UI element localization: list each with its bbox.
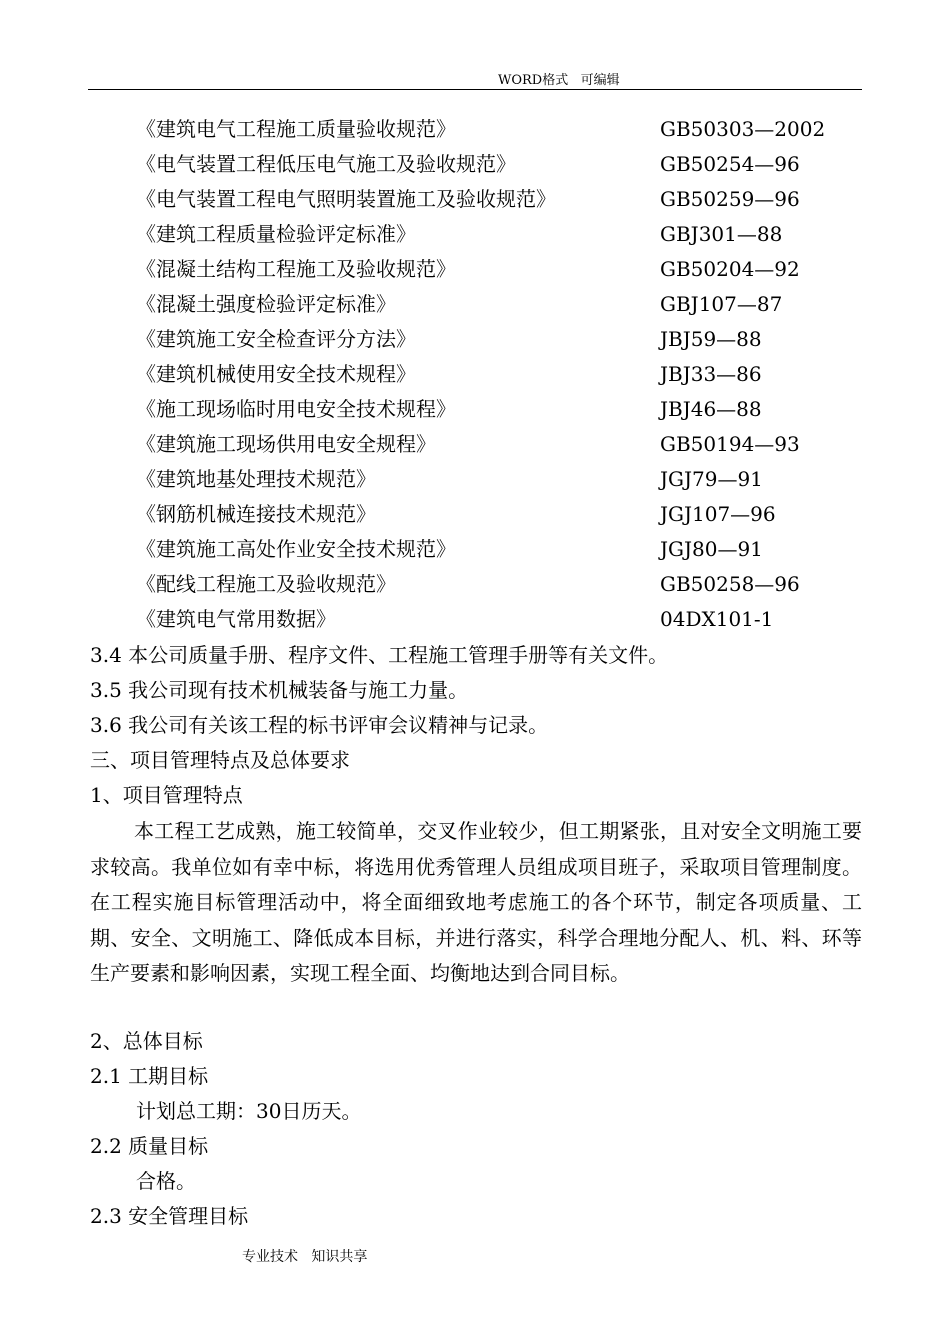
goal-heading: 2.2 质量目标 xyxy=(90,1134,209,1158)
standard-row xyxy=(0,567,950,602)
item-3-4: 3.4 本公司质量手册、程序文件、工程施工管理手册等有关文件。 xyxy=(90,643,669,667)
standard-row xyxy=(0,322,950,357)
standard-code: GB50258—96 xyxy=(660,572,800,596)
standard-name: 《建筑工程质量检验评定标准》 xyxy=(136,222,416,246)
goal-text: 合格。 xyxy=(136,1169,196,1193)
item-3-5: 3.5 我公司现有技术机械装备与施工力量。 xyxy=(90,678,469,702)
item-3-6: 3.6 我公司有关该工程的标书评审会议精神与记录。 xyxy=(90,713,549,737)
standard-name: 《混凝土结构工程施工及验收规范》 xyxy=(136,257,456,281)
standard-row xyxy=(0,287,950,322)
goal-text: 计划总工期：30日历天。 xyxy=(136,1099,362,1123)
standard-code: JGJ80—91 xyxy=(660,537,763,561)
standard-code: JBJ59—88 xyxy=(660,327,762,351)
standard-name: 《配线工程施工及验收规范》 xyxy=(136,572,396,596)
standard-row xyxy=(0,462,950,497)
standard-name: 《建筑地基处理技术规范》 xyxy=(136,467,376,491)
standard-row xyxy=(0,602,950,637)
page-header: WORD格式 可编辑 xyxy=(498,73,620,88)
standard-name: 《建筑施工现场供用电安全规程》 xyxy=(136,432,436,456)
page-footer: 专业技术 知识共享 xyxy=(242,1249,368,1265)
standard-name: 《混凝土强度检验评定标准》 xyxy=(136,292,396,316)
subsection-heading: 2、总体目标 xyxy=(90,1029,203,1053)
standard-code: 04DX101-1 xyxy=(660,607,774,631)
standard-row xyxy=(0,357,950,392)
standard-code: JBJ46—88 xyxy=(660,397,762,421)
section-heading: 三、项目管理特点及总体要求 xyxy=(90,748,350,772)
standard-code: JGJ79—91 xyxy=(660,467,763,491)
standard-name: 《电气装置工程电气照明装置施工及验收规范》 xyxy=(136,187,556,211)
standard-name: 《施工现场临时用电安全技术规程》 xyxy=(136,397,456,421)
standard-name: 《建筑施工安全检查评分方法》 xyxy=(136,327,416,351)
standard-name: 《钢筋机械连接技术规范》 xyxy=(136,502,376,526)
standard-code: JBJ33—86 xyxy=(660,362,762,386)
standard-row xyxy=(0,427,950,462)
standard-row xyxy=(0,497,950,532)
subsection-heading: 1、项目管理特点 xyxy=(90,783,243,807)
standard-name: 《建筑机械使用安全技术规程》 xyxy=(136,362,416,386)
standard-name: 《建筑施工高处作业安全技术规范》 xyxy=(136,537,456,561)
standard-row xyxy=(0,392,950,427)
goal-heading: 2.3 安全管理目标 xyxy=(90,1204,249,1228)
standard-row xyxy=(0,147,950,182)
body-paragraph: 本工程工艺成熟，施工较简单，交叉作业较少，但工期紧张，且对安全文明施工要求较高。我单位如有幸中标，将选用优秀管理人员组成项目班子，采取项目管理制度。在工程实施目标管理活动中，将全面细致地考虑施工的各个环节，制定各项质量、工期、安全、文明施工、降低成本目标，并进行落实，科学合理地分配人、机、料、环等生产要素和影响因素，实现工程全面、均衡地达到合同目标。 xyxy=(90,819,862,985)
standard-name: 《电气装置工程低压电气施工及验收规范》 xyxy=(136,152,516,176)
goal-heading: 2.1 工期目标 xyxy=(90,1064,209,1088)
standard-row xyxy=(0,532,950,567)
header-rule xyxy=(88,89,862,90)
standard-code: GB50259—96 xyxy=(660,187,800,211)
standard-row xyxy=(0,252,950,287)
standard-code: GBJ301—88 xyxy=(660,222,783,246)
standard-code: GB50303—2002 xyxy=(660,117,826,141)
standard-code: JGJ107—96 xyxy=(660,502,776,526)
standard-code: GBJ107—87 xyxy=(660,292,783,316)
standard-name: 《建筑电气常用数据》 xyxy=(136,607,336,631)
standard-row xyxy=(0,217,950,252)
standard-code: GB50254—96 xyxy=(660,152,800,176)
standard-row xyxy=(0,182,950,217)
standard-name: 《建筑电气工程施工质量验收规范》 xyxy=(136,117,456,141)
standard-code: GB50194—93 xyxy=(660,432,800,456)
standard-row xyxy=(0,112,950,147)
standard-code: GB50204—92 xyxy=(660,257,800,281)
